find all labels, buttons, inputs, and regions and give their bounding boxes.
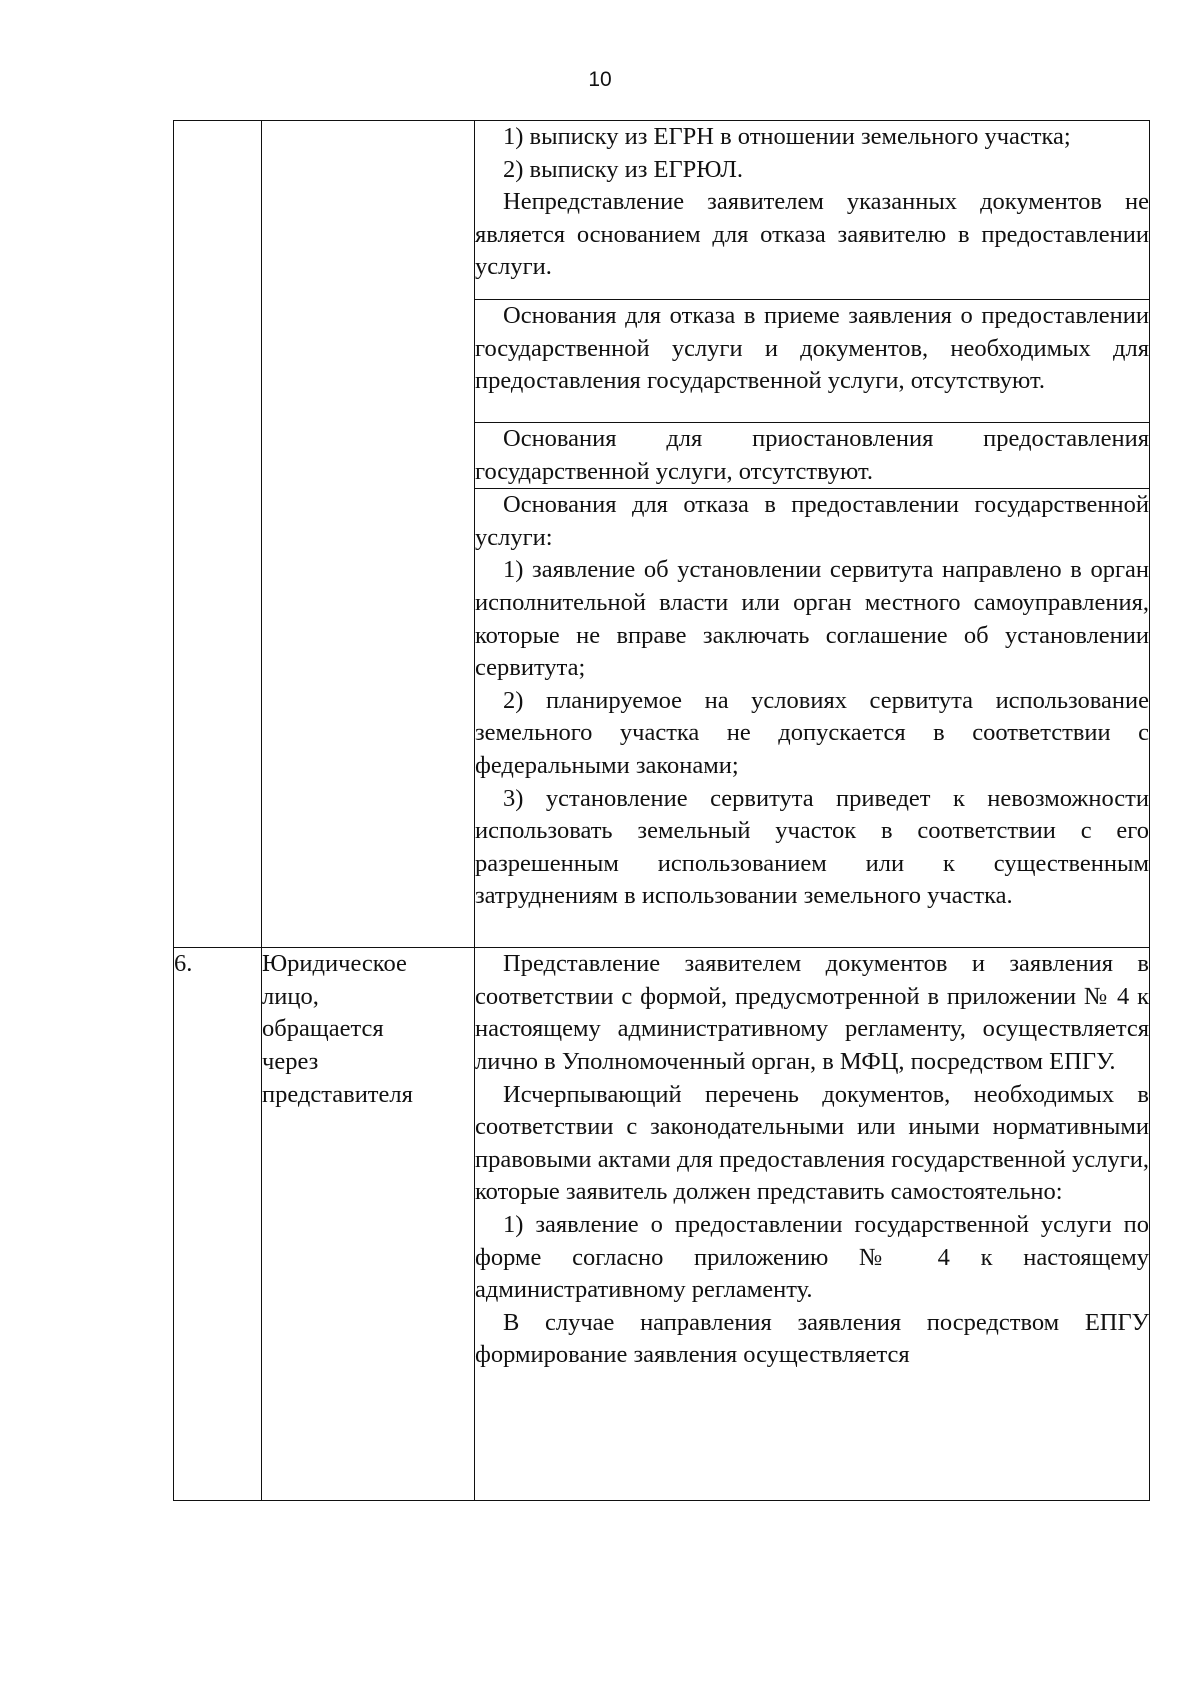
paragraph: Основания для отказа в предоставлении государственной услуги: <box>475 491 1149 551</box>
paragraph: Основания для приостановления предоставления государственной услуги, отсутствуют. <box>475 425 1149 485</box>
page-number: 10 <box>588 68 612 91</box>
suspension-cell <box>475 423 1150 489</box>
table-row <box>174 948 1150 1501</box>
paragraph: 1) заявление о предоставлении государственной услуги по форме согласно приложению № 4 к настоящему административному регламенту. <box>475 1210 1149 1304</box>
paragraph: Исчерпывающий перечень документов, необходимых в соответствии с законодательными или иными нормативными правовыми актами для предоставления государственной услуги, которые заявитель должен представить самостоятельно: <box>475 1080 1149 1206</box>
applicant-text: лицо, <box>262 982 319 1010</box>
paragraph: В случае направления заявления посредством ЕПГУ формирование заявления осуществляется <box>475 1308 1149 1369</box>
paragraph: Непредставление заявителем указанных документов не является основанием для отказа заявителю в предоставлении услуги. <box>475 188 1149 281</box>
submission-cell <box>475 948 1150 1501</box>
paragraph: 2) выписку из ЕГРЮЛ. <box>503 155 743 183</box>
row-number: 6. <box>174 950 193 978</box>
row-number-cell <box>174 121 262 948</box>
applicant-text: через <box>262 1047 319 1075</box>
paragraph: 2) планируемое на условиях сервитута использование земельного участка не допускается в соответствии с федеральными законами; <box>475 686 1149 779</box>
applicant-text: обращается <box>262 1015 384 1043</box>
table-row <box>174 121 1150 300</box>
documents-by-request-cell <box>475 121 1150 300</box>
applicant-text: Юридическое <box>262 950 407 978</box>
applicant-cell <box>262 948 475 1501</box>
applicant-cell <box>262 121 475 948</box>
paragraph: Основания для отказа в приеме заявления о предоставлении государственной услуги и документов, необходимых для предоставления государственной услуги, отсутствуют. <box>475 302 1149 395</box>
refusal-grounds-cell <box>475 489 1150 948</box>
row-number-cell <box>174 948 262 1501</box>
paragraph: Представление заявителем документов и заявления в соответствии с формой, предусмотренной в приложении № 4 к настоящему административному регламенту, осуществляется лично в Уполномоченный орган, в МФЦ, посредством ЕПГУ. <box>475 950 1149 1075</box>
paragraph: 3) установление сервитута приведет к невозможности использовать земельный участок в соответствии с его разрешенным использованием или к существенным затруднениям в использовании земельного участка. <box>475 784 1149 910</box>
paragraph: 1) заявление об установлении сервитута направлено в орган исполнительной власти или орган местного самоуправления, которые не вправе заключать соглашение об установлении сервитута; <box>475 556 1149 682</box>
applicant-text: представителя <box>262 1080 413 1108</box>
refusal-reception-cell <box>475 300 1150 423</box>
paragraph: 1) выписку из ЕГРН в отношении земельного участка; <box>503 123 1071 150</box>
regulation-table <box>173 120 1150 1501</box>
